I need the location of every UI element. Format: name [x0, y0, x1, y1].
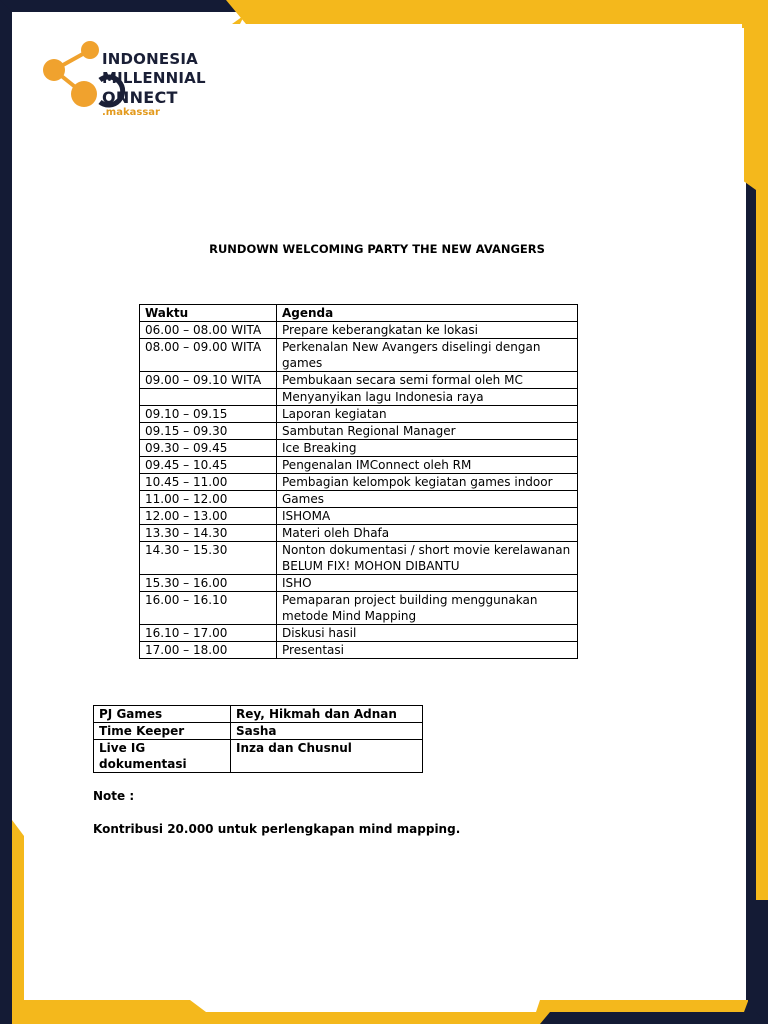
rundown-agenda-cell: Prepare keberangkatan ke lokasi	[277, 322, 578, 339]
logo-line-1: INDONESIA	[102, 50, 198, 68]
pj-name-cell: Inza dan Chusnul	[231, 740, 423, 773]
rundown-time-cell: 14.30 – 15.30	[140, 542, 277, 575]
pj-table-body	[94, 706, 423, 773]
rundown-agenda-cell: Perkenalan New Avangers diselingi dengan games	[277, 339, 578, 372]
rundown-row	[140, 339, 578, 372]
rundown-row	[140, 525, 578, 542]
rundown-time-cell: 09.30 – 09.45	[140, 440, 277, 457]
rundown-row	[140, 322, 578, 339]
rundown-agenda-cell: Nonton dokumentasi / short movie kerelawanan BELUM FIX! MOHON DIBANTU	[277, 542, 578, 575]
rundown-agenda-cell: Menyanyikan lagu Indonesia raya	[277, 389, 578, 406]
rundown-time-cell: 09.00 – 09.10 WITA	[140, 372, 277, 389]
rundown-agenda-cell: Laporan kegiatan	[277, 406, 578, 423]
rundown-time-cell: 12.00 – 13.00	[140, 508, 277, 525]
pj-name-cell: Rey, Hikmah dan Adnan	[231, 706, 423, 723]
rundown-agenda-cell: ISHO	[277, 575, 578, 592]
rundown-row	[140, 592, 578, 625]
rundown-agenda-cell: Pemaparan project building menggunakan metode Mind Mapping	[277, 592, 578, 625]
rundown-agenda-cell: ISHOMA	[277, 508, 578, 525]
pj-name-cell: Sasha	[231, 723, 423, 740]
rundown-header-row	[140, 305, 578, 322]
pj-table	[93, 705, 423, 773]
frame-gold-left	[12, 820, 24, 1012]
rundown-time-cell: 15.30 – 16.00	[140, 575, 277, 592]
rundown-table-body	[140, 305, 578, 659]
pj-row	[94, 723, 423, 740]
rundown-agenda-cell: Pembagian kelompok kegiatan games indoor	[277, 474, 578, 491]
rundown-time-cell: 08.00 – 09.00 WITA	[140, 339, 277, 372]
pj-row	[94, 706, 423, 723]
logo-wordmark	[102, 50, 206, 119]
rundown-row	[140, 457, 578, 474]
logo-line-3: ONNECT	[102, 88, 178, 107]
rundown-agenda-cell: Games	[277, 491, 578, 508]
pj-role-cell: Time Keeper	[94, 723, 231, 740]
note-text: Kontribusi 20.000 untuk perlengkapan mind mapping.	[93, 822, 461, 836]
rundown-row	[140, 389, 578, 406]
rundown-agenda-cell: Pembukaan secara semi formal oleh MC	[277, 372, 578, 389]
rundown-agenda-cell: Diskusi hasil	[277, 625, 578, 642]
logo-line-2: MILLENNIAL	[102, 69, 206, 87]
rundown-time-cell: 11.00 – 12.00	[140, 491, 277, 508]
rundown-time-cell: 09.10 – 09.15	[140, 406, 277, 423]
rundown-agenda-cell: Presentasi	[277, 642, 578, 659]
rundown-time-cell: 09.15 – 09.30	[140, 423, 277, 440]
header-agenda: Agenda	[277, 305, 578, 322]
rundown-row	[140, 625, 578, 642]
rundown-row	[140, 642, 578, 659]
rundown-row	[140, 372, 578, 389]
pj-role-cell: PJ Games	[94, 706, 231, 723]
rundown-table	[139, 304, 578, 659]
pj-row	[94, 740, 423, 773]
rundown-time-cell: 09.45 – 10.45	[140, 457, 277, 474]
rundown-agenda-cell: Materi oleh Dhafa	[277, 525, 578, 542]
rundown-time-cell	[140, 389, 277, 406]
document-title: RUNDOWN WELCOMING PARTY THE NEW AVANGERS	[209, 242, 545, 256]
header-waktu: Waktu	[140, 305, 277, 322]
logo-line-4: .makassar	[102, 107, 160, 118]
rundown-row	[140, 508, 578, 525]
rundown-time-cell: 10.45 – 11.00	[140, 474, 277, 491]
rundown-row	[140, 491, 578, 508]
rundown-agenda-cell: Ice Breaking	[277, 440, 578, 457]
rundown-time-cell: 06.00 – 08.00 WITA	[140, 322, 277, 339]
rundown-time-cell: 16.10 – 17.00	[140, 625, 277, 642]
rundown-row	[140, 406, 578, 423]
rundown-row	[140, 440, 578, 457]
rundown-row	[140, 423, 578, 440]
note-label: Note :	[93, 789, 135, 803]
rundown-time-cell: 17.00 – 18.00	[140, 642, 277, 659]
rundown-row	[140, 575, 578, 592]
rundown-time-cell: 13.30 – 14.30	[140, 525, 277, 542]
rundown-row	[140, 542, 578, 575]
rundown-agenda-cell: Pengenalan IMConnect oleh RM	[277, 457, 578, 474]
rundown-time-cell: 16.00 – 16.10	[140, 592, 277, 625]
frame-navy-bl	[0, 830, 12, 1024]
rundown-agenda-cell: Sambutan Regional Manager	[277, 423, 578, 440]
pj-role-cell: Live IG dokumentasi	[94, 740, 231, 773]
rundown-row	[140, 474, 578, 491]
